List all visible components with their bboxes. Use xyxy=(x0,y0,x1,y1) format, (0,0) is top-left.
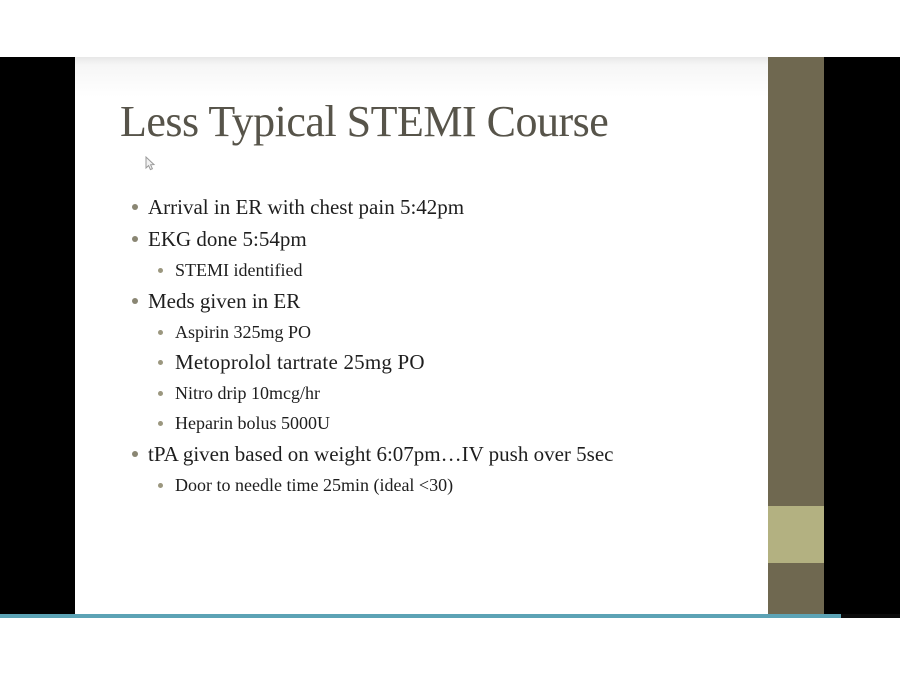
letterbox-left xyxy=(0,57,75,614)
bullet-dot-icon xyxy=(132,236,138,242)
list-item xyxy=(120,317,740,347)
bullet-text: Meds given in ER xyxy=(148,288,301,313)
bullet-dot-icon xyxy=(132,451,138,457)
bullet-text: tPA given based on weight 6:07pm…IV push over 5sec xyxy=(148,441,614,466)
bullet-dot-icon xyxy=(158,360,163,365)
slide-canvas xyxy=(75,57,768,614)
bullet-dot-icon xyxy=(158,421,163,426)
bullet-dot-icon xyxy=(158,330,163,335)
top-margin xyxy=(0,0,900,57)
bullet-dot-icon xyxy=(158,391,163,396)
mouse-cursor-icon xyxy=(144,156,156,171)
slide-title: Less Typical STEMI Course xyxy=(120,97,609,146)
bullet-dot-icon xyxy=(158,483,163,488)
slide-accent-band xyxy=(768,57,824,614)
list-item-emphasized xyxy=(120,347,740,378)
bullet-dot-icon xyxy=(158,268,163,273)
bullet-text: Arrival in ER with chest pain 5:42pm xyxy=(148,194,465,219)
bullet-text: Aspirin 325mg PO xyxy=(175,321,312,342)
bullet-text: STEMI identified xyxy=(175,259,303,280)
bullet-dot-icon xyxy=(132,298,138,304)
bullet-text: Metoprolol tartrate 25mg PO xyxy=(175,350,425,374)
list-item xyxy=(120,378,740,408)
list-item xyxy=(120,191,740,223)
list-item xyxy=(120,223,740,255)
list-item xyxy=(120,470,740,500)
slide-bullet-list xyxy=(120,191,740,500)
bullet-dot-icon xyxy=(132,204,138,210)
video-surface[interactable] xyxy=(0,57,900,614)
bottom-margin xyxy=(0,618,900,675)
bullet-text: Nitro drip 10mcg/hr xyxy=(175,382,320,403)
bullet-text: EKG done 5:54pm xyxy=(148,226,307,251)
list-item xyxy=(120,408,740,438)
bullet-text: Door to needle time 25min (ideal <30) xyxy=(175,474,454,495)
list-item xyxy=(120,438,740,470)
bullet-text: Heparin bolus 5000U xyxy=(175,412,330,433)
slide-accent-square xyxy=(768,506,824,563)
list-item xyxy=(120,255,740,285)
list-item xyxy=(120,285,740,317)
letterbox-right xyxy=(824,57,900,614)
